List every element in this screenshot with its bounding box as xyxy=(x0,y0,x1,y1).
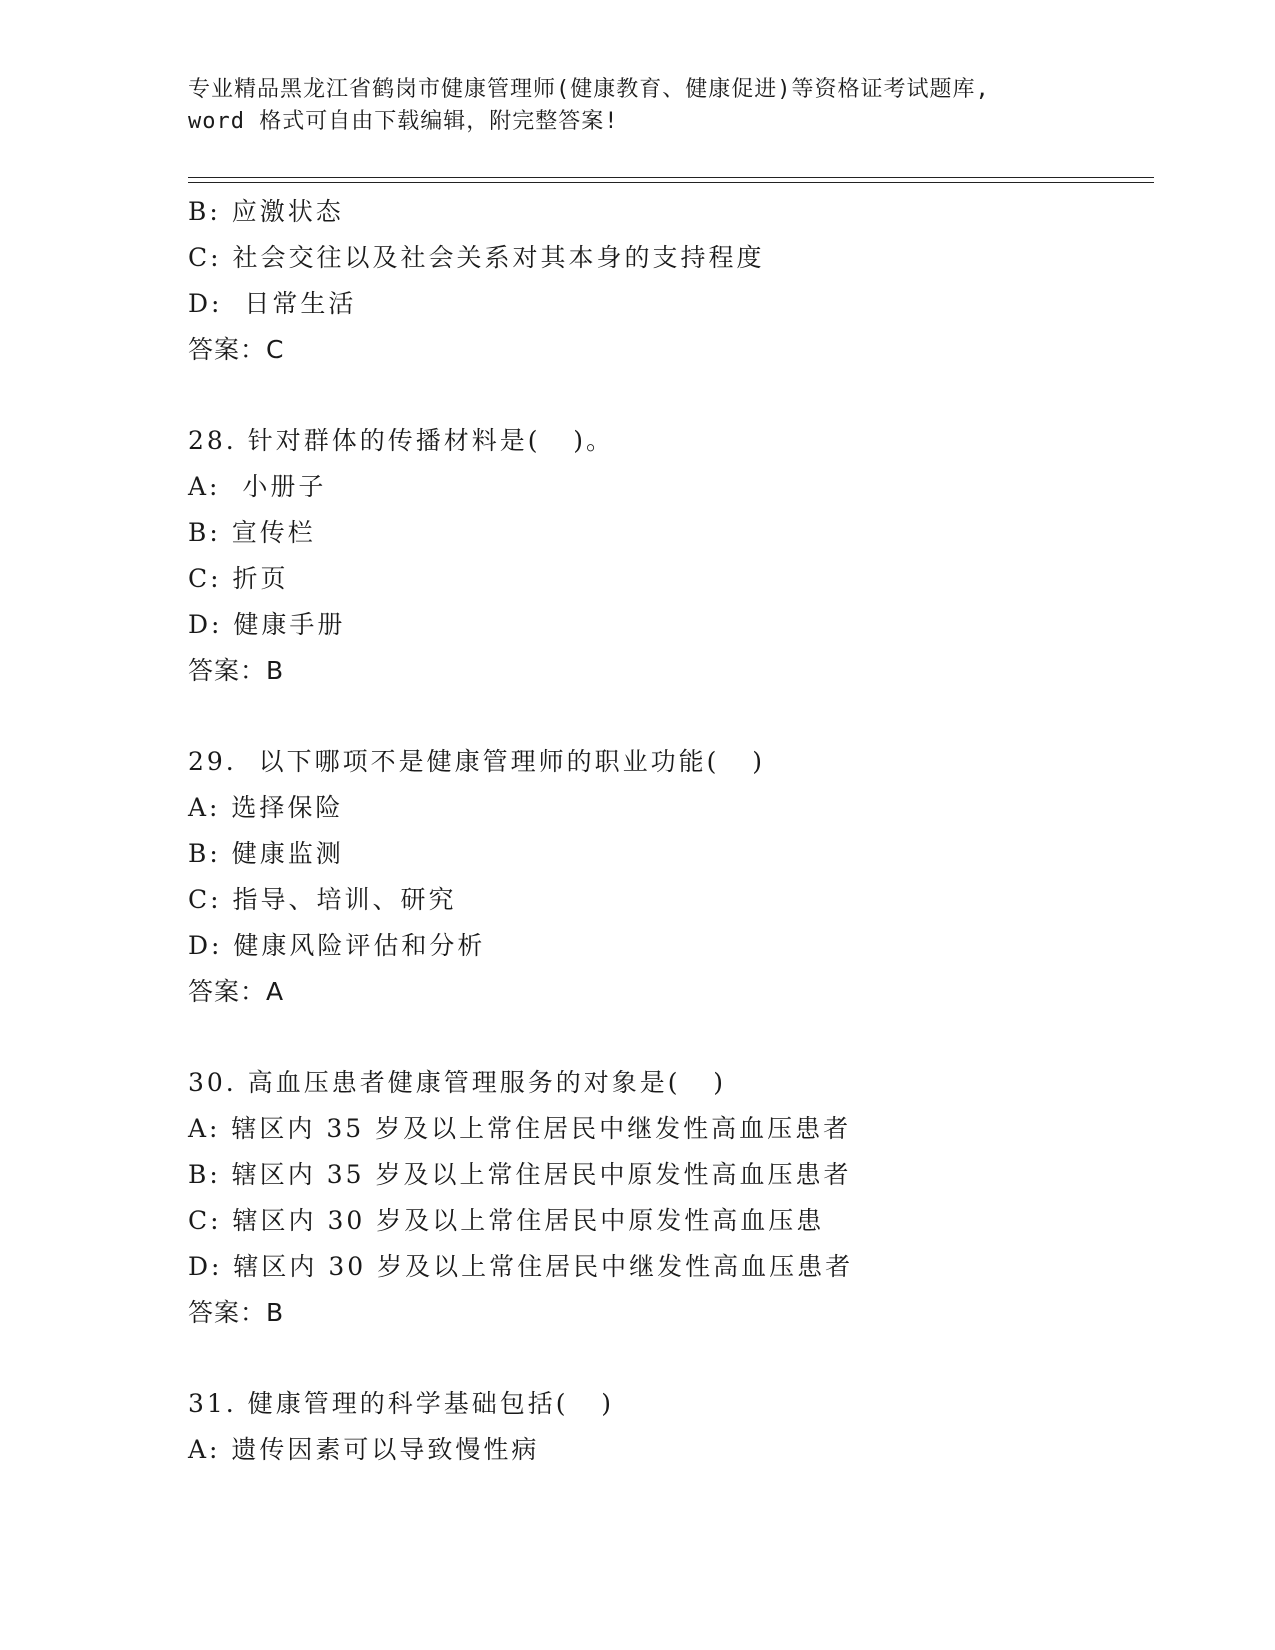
option-c: C: 折页 xyxy=(188,564,289,593)
header-divider-top xyxy=(188,177,1154,178)
question-28 xyxy=(188,418,1148,694)
option-b: B: 健康监测 xyxy=(188,839,344,868)
question-29 xyxy=(188,739,1148,1015)
option-d: D: 健康风险评估和分析 xyxy=(188,931,486,960)
option-c: C: 社会交往以及社会关系对其本身的支持程度 xyxy=(188,243,765,272)
answer: 答案：A xyxy=(188,977,285,1006)
question-text: 29. 以下哪项不是健康管理师的职业功能( ) xyxy=(188,747,766,776)
option-a: A: 辖区内 35 岁及以上常住居民中继发性高血压患者 xyxy=(188,1114,852,1143)
option-c: C: 辖区内 30 岁及以上常住居民中原发性高血压患 xyxy=(188,1206,825,1235)
question-text: 31. 健康管理的科学基础包括( ) xyxy=(188,1389,615,1418)
option-b: B: 宣传栏 xyxy=(188,518,316,547)
document-header xyxy=(188,74,1148,138)
header-divider-bottom xyxy=(188,182,1154,183)
header-line-1: 专业精品黑龙江省鹤岗市健康管理师(健康教育、健康促进)等资格证考试题库, xyxy=(188,77,990,102)
question-text: 30. 高血压患者健康管理服务的对象是( ) xyxy=(188,1068,727,1097)
option-d: D: 辖区内 30 岁及以上常住居民中继发性高血压患者 xyxy=(188,1252,854,1281)
question-27-tail xyxy=(188,189,1148,373)
option-a: A: 选择保险 xyxy=(188,793,344,822)
option-a: A: 小册子 xyxy=(188,472,327,501)
option-d: D: 健康手册 xyxy=(188,610,346,639)
option-d: D: 日常生活 xyxy=(188,289,357,318)
question-31 xyxy=(188,1381,1148,1473)
answer: 答案：B xyxy=(188,1298,285,1327)
question-list xyxy=(188,189,1148,1473)
option-c: C: 指导、培训、研究 xyxy=(188,885,457,914)
option-b: B: 辖区内 35 岁及以上常住居民中原发性高血压患者 xyxy=(188,1160,852,1189)
question-text: 28. 针对群体的传播材料是( )。 xyxy=(188,426,615,455)
header-line-2: word 格式可自由下载编辑，附完整答案! xyxy=(188,109,619,134)
option-a: A: 遗传因素可以导致慢性病 xyxy=(188,1435,540,1464)
answer: 答案：C xyxy=(188,335,285,364)
answer: 答案：B xyxy=(188,656,285,685)
option-b: B: 应激状态 xyxy=(188,197,344,226)
question-30 xyxy=(188,1060,1148,1336)
